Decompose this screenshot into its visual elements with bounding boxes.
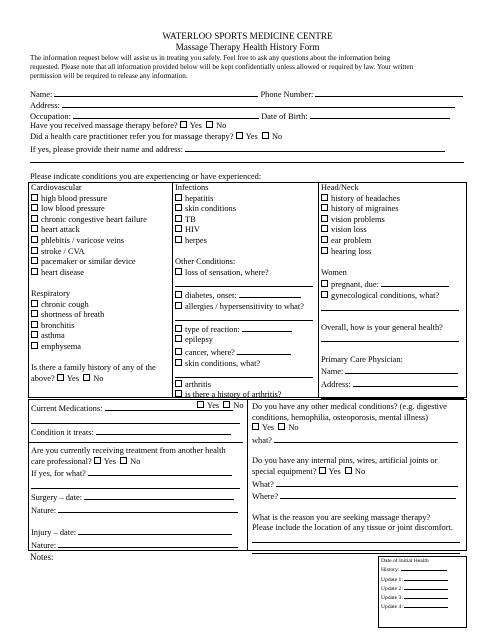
if-yes-field-line-2[interactable] xyxy=(31,480,240,489)
family-history-question-end: above? xyxy=(31,373,55,383)
checkbox[interactable] xyxy=(31,194,38,201)
surgery-date-field[interactable] xyxy=(84,491,234,500)
other-item[interactable] xyxy=(175,323,313,336)
pcp-address-field-line-2[interactable] xyxy=(321,390,464,399)
checkbox[interactable] xyxy=(31,321,38,328)
pcp-address-row xyxy=(321,378,464,391)
org-name: WATERLOO SPORTS MEDICINE CENTRE xyxy=(162,31,333,41)
head-item[interactable] xyxy=(321,236,464,247)
where-label: Where? xyxy=(252,492,279,502)
head-item[interactable] xyxy=(321,194,464,205)
if-yes-row xyxy=(31,467,243,480)
cardio-item[interactable] xyxy=(31,257,156,268)
checkbox[interactable] xyxy=(175,380,182,387)
item-label: stroke / CVA xyxy=(41,246,85,256)
nature-label: Nature: xyxy=(31,505,57,515)
dob-field[interactable] xyxy=(310,110,450,119)
item-label: vision loss xyxy=(331,225,367,235)
update-1-field[interactable] xyxy=(404,575,448,581)
item-label: gynecological conditions, what? xyxy=(331,290,440,300)
checkbox[interactable] xyxy=(31,247,38,254)
item-label: pregnant, due: xyxy=(331,280,379,290)
condition-treats-row xyxy=(31,426,243,439)
item-label: low blood pressure xyxy=(41,204,105,214)
checkbox[interactable] xyxy=(321,204,328,211)
checkbox[interactable] xyxy=(31,268,38,275)
pins-what-field[interactable] xyxy=(276,478,458,487)
checkbox[interactable] xyxy=(175,204,182,211)
cancer-field[interactable] xyxy=(237,346,291,355)
update-label: Update 3: xyxy=(381,595,403,602)
update-row xyxy=(381,602,448,611)
sensation-field[interactable] xyxy=(175,278,313,287)
injury-label: Injury – date: xyxy=(31,528,77,538)
infection-item[interactable] xyxy=(175,225,313,236)
other-item[interactable] xyxy=(175,359,313,370)
resp-item[interactable] xyxy=(31,300,156,311)
item-label: is there a history of arthritis? xyxy=(185,390,282,400)
history-title: Date of Initial Health xyxy=(381,558,429,564)
head-item[interactable] xyxy=(321,247,464,258)
item-label: heart attack xyxy=(41,225,80,235)
if-yes-label: If yes, for what? xyxy=(31,469,86,479)
what-label: What? xyxy=(252,479,274,489)
dob-label: Date of Birth: xyxy=(261,112,308,121)
checkbox[interactable] xyxy=(31,225,38,232)
history-date-field[interactable] xyxy=(401,565,447,571)
checkbox[interactable] xyxy=(321,215,328,222)
item-label: TB xyxy=(185,214,196,224)
yes-label: Yes xyxy=(66,373,79,383)
checkbox[interactable] xyxy=(31,215,38,222)
checkbox[interactable] xyxy=(175,359,182,366)
women-item[interactable] xyxy=(321,278,464,291)
provider-field-line-2[interactable] xyxy=(30,162,464,163)
checkbox[interactable] xyxy=(321,291,328,298)
other-item[interactable] xyxy=(175,335,313,346)
column-divider xyxy=(172,182,173,398)
item-label: epilepsy xyxy=(185,335,213,345)
referral-no-checkbox[interactable] xyxy=(262,132,269,139)
other-medical-question: Do you have any other medical conditions? (e.g. digestive xyxy=(252,402,447,411)
receiving-treatment-question-end: care professional? xyxy=(31,456,92,466)
resp-item[interactable] xyxy=(31,331,156,342)
infections-title: Infections xyxy=(175,183,209,192)
checkbox[interactable] xyxy=(31,300,38,307)
item-label: cancer, where? xyxy=(185,347,235,357)
checkbox[interactable] xyxy=(175,302,182,309)
update-3-field[interactable] xyxy=(404,593,448,599)
injury-nature-field[interactable] xyxy=(58,539,238,548)
intro-line-1: The information request below will assist us in treating you safely. Feel free to ask any questions about the information being xyxy=(30,54,391,62)
gyn-field[interactable] xyxy=(321,302,459,311)
reason-question: What is the reason you are seeking massage therapy? xyxy=(252,512,431,522)
occupation-label: Occupation: xyxy=(30,112,71,121)
item-label: skin conditions xyxy=(185,204,236,214)
allergies-field[interactable] xyxy=(175,312,313,321)
medications-section xyxy=(31,402,243,551)
checkbox[interactable] xyxy=(31,204,38,211)
head-item[interactable] xyxy=(321,204,464,215)
checkbox[interactable] xyxy=(175,291,182,298)
general-health-question: Overall, how is your general health? xyxy=(321,322,443,332)
checkbox[interactable] xyxy=(31,310,38,317)
yes-label: Yes xyxy=(207,400,220,410)
pins-row xyxy=(252,467,460,478)
other-item[interactable] xyxy=(175,268,313,279)
diabetes-onset-field[interactable] xyxy=(239,289,301,298)
yes-label: Yes xyxy=(189,121,202,130)
referral-question: Did a health care practitioner refer you for massage therapy? xyxy=(30,132,234,141)
update-label: Update 4: xyxy=(381,604,403,611)
yes-label: Yes xyxy=(103,456,116,466)
prev-massage-question: Have you received massage therapy before? xyxy=(30,121,178,130)
update-2-field[interactable] xyxy=(404,584,448,590)
provider-question: If yes, please provide their name and address: xyxy=(30,145,184,154)
pcp-name-field[interactable] xyxy=(345,365,458,374)
pcp-name-label: Name: xyxy=(321,367,344,377)
surgery-label: Surgery – date: xyxy=(31,492,83,502)
infection-item[interactable] xyxy=(175,236,313,247)
medications-row xyxy=(31,402,243,415)
checkbox[interactable] xyxy=(31,236,38,243)
checkbox[interactable] xyxy=(175,325,182,332)
skin-conditions-field[interactable] xyxy=(175,369,313,378)
update-row xyxy=(381,584,448,593)
checkbox[interactable] xyxy=(175,268,182,275)
item-label: emphysema xyxy=(41,341,82,351)
item-label: asthma xyxy=(41,331,65,341)
checkbox[interactable] xyxy=(175,215,182,222)
cardio-title: Cardiovascular xyxy=(31,183,82,192)
women-item[interactable] xyxy=(321,291,464,302)
condition-treats-field[interactable] xyxy=(96,426,231,435)
item-label: arthritis xyxy=(185,379,212,389)
phone-label: Phone Number: xyxy=(260,90,314,99)
cardio-item[interactable] xyxy=(31,194,156,205)
family-history-no-checkbox[interactable] xyxy=(83,374,90,381)
item-label: history of headaches xyxy=(331,193,400,203)
receiving-no-checkbox[interactable] xyxy=(120,457,127,464)
checkbox[interactable] xyxy=(175,348,182,355)
cardio-item[interactable] xyxy=(31,236,156,247)
due-date-field[interactable] xyxy=(381,278,449,287)
name-label: Name: xyxy=(30,90,53,99)
cardio-item[interactable] xyxy=(31,215,156,226)
update-history-list xyxy=(381,558,448,612)
column-head-neck xyxy=(321,183,464,401)
yes-label: Yes xyxy=(245,132,258,141)
what-label: what? xyxy=(252,435,272,445)
family-history-row xyxy=(31,374,156,385)
infection-item[interactable] xyxy=(175,204,313,215)
checkbox[interactable] xyxy=(175,335,182,342)
pcp-address-field[interactable] xyxy=(353,378,458,387)
other-medical-no-checkbox[interactable] xyxy=(278,423,285,430)
intro-line-3: permission will be required to release any information. xyxy=(30,72,188,80)
resp-item[interactable] xyxy=(31,321,156,332)
update-label: Update 2: xyxy=(381,585,403,592)
medications-label: Current Medications: xyxy=(31,404,103,413)
checkbox[interactable] xyxy=(321,280,328,287)
cardio-item[interactable] xyxy=(31,247,156,258)
no-label: No xyxy=(271,132,283,141)
form-title: Massage Therapy Health History Form xyxy=(175,42,320,52)
cardio-item[interactable] xyxy=(31,225,156,236)
intro-line-2: requested. Please note that all information provided below will be kept confidentially unless allowed or required by law. Your written xyxy=(30,63,414,71)
no-label: No xyxy=(354,466,366,476)
pins-question: Do you have any internal pins, wires, artificial joints or xyxy=(252,456,438,466)
prev-massage-row xyxy=(30,121,226,132)
item-label: vision problems xyxy=(331,214,385,224)
item-label: chronic congestive heart failure xyxy=(41,214,147,224)
resp-title: Respiratory xyxy=(31,288,71,298)
other-medical-what-field[interactable] xyxy=(274,434,458,443)
item-label: ear problem xyxy=(331,235,372,245)
checkbox[interactable] xyxy=(321,194,328,201)
name-field[interactable] xyxy=(54,88,258,97)
checkbox[interactable] xyxy=(321,236,328,243)
other-medical-question-end: conditions, hemophilia, osteoporosis, mental illness) xyxy=(252,412,429,422)
other-item[interactable] xyxy=(175,346,313,359)
update-4-field[interactable] xyxy=(404,602,448,608)
family-history-question: Is there a family history of any of the xyxy=(31,363,156,373)
address-label: Address: xyxy=(30,101,60,110)
column-cardio xyxy=(31,183,156,384)
pcp-address-label: Address: xyxy=(321,379,351,389)
column-divider xyxy=(318,182,319,398)
infection-item[interactable] xyxy=(175,194,313,205)
other-medical-what-row xyxy=(252,434,460,447)
phone-field[interactable] xyxy=(315,88,463,97)
women-title: Women xyxy=(321,267,347,277)
reason-field[interactable] xyxy=(252,534,460,543)
checkbox[interactable] xyxy=(31,257,38,264)
no-label: No xyxy=(216,121,227,130)
checkbox[interactable] xyxy=(175,194,182,201)
notes-area[interactable] xyxy=(31,563,361,623)
occupation-field[interactable] xyxy=(73,110,259,119)
item-label: hearing loss xyxy=(331,246,372,256)
pins-where-field[interactable] xyxy=(280,490,456,499)
surgery-row xyxy=(31,491,243,504)
no-label: No xyxy=(93,373,104,383)
column-divider xyxy=(247,399,248,551)
item-label: bronchitis xyxy=(41,320,75,330)
no-label: No xyxy=(233,400,244,410)
pcp-title: Primary Care Physician: xyxy=(321,354,403,364)
family-history-yes-checkbox[interactable] xyxy=(57,374,64,381)
conditions-intro: Please indicate conditions you are experiencing or have experienced: xyxy=(30,172,262,181)
head-neck-title: Head/Neck xyxy=(321,183,359,192)
provider-field[interactable] xyxy=(185,143,445,152)
update-row xyxy=(381,575,448,584)
item-label: skin conditions, what? xyxy=(185,358,261,368)
pins-no-checkbox[interactable] xyxy=(345,467,352,474)
update-label: Update 1: xyxy=(381,576,403,583)
item-label: diabetes, onset: xyxy=(185,290,237,300)
surgery-nature-field[interactable] xyxy=(58,504,238,513)
item-label: type of reaction: xyxy=(185,324,240,334)
reason-question-detail: Please include the location of any tissue or joint discomfort. xyxy=(252,523,453,533)
column-infections xyxy=(175,183,313,411)
cardio-item[interactable] xyxy=(31,268,156,279)
address-field[interactable] xyxy=(62,99,455,108)
provider-row xyxy=(30,143,445,156)
pins-where-row xyxy=(252,490,460,503)
history-label: History: xyxy=(381,567,400,574)
yes-label: Yes xyxy=(328,466,341,476)
head-item[interactable] xyxy=(321,225,464,236)
pins-yes-checkbox[interactable] xyxy=(319,467,326,474)
history-row xyxy=(381,565,448,574)
condition-treats-label: Condition it treats: xyxy=(31,427,94,437)
injury-nature-row xyxy=(31,539,243,552)
no-label: No xyxy=(288,423,299,433)
checkbox[interactable] xyxy=(31,342,38,349)
nature-label: Nature: xyxy=(31,540,57,550)
other-item[interactable] xyxy=(175,289,313,302)
item-label: history of migraines xyxy=(331,204,399,214)
injury-date-field[interactable] xyxy=(78,526,232,535)
reason-field-line-2[interactable] xyxy=(252,545,460,554)
general-health-field[interactable] xyxy=(321,333,459,342)
no-label: No xyxy=(130,456,141,466)
medications-field[interactable] xyxy=(105,402,233,411)
other-medical-options xyxy=(252,423,460,434)
other-medical-yes-checkbox[interactable] xyxy=(252,423,259,430)
infection-item[interactable] xyxy=(175,215,313,226)
other-conditions-title: Other Conditions: xyxy=(175,257,236,267)
pins-what-row xyxy=(252,478,460,491)
prev-massage-no-checkbox[interactable] xyxy=(206,121,213,128)
notes-label: Notes: xyxy=(30,552,54,562)
prev-massage-yes-checkbox[interactable] xyxy=(180,121,187,128)
checkbox[interactable] xyxy=(321,225,328,232)
receiving-treatment-question: Are you currently receiving treatment from another health xyxy=(31,446,226,456)
referral-row xyxy=(30,132,282,143)
other-item[interactable] xyxy=(175,302,313,313)
yes-label: Yes xyxy=(262,423,275,433)
item-label: hepatitis xyxy=(185,193,214,203)
update-row xyxy=(381,593,448,602)
pins-question-end: special equipment? xyxy=(252,466,317,476)
checkbox[interactable] xyxy=(321,247,328,254)
item-label: heart disease xyxy=(41,267,85,277)
referral-yes-checkbox[interactable] xyxy=(236,132,243,139)
medications-field-line-2[interactable] xyxy=(31,415,240,424)
item-label: phlebitis / varicose veins xyxy=(41,235,125,245)
other-item[interactable] xyxy=(175,380,313,391)
resp-item[interactable] xyxy=(31,342,156,353)
receiving-yes-checkbox[interactable] xyxy=(94,457,101,464)
item-label: pacemaker or similar device xyxy=(41,257,136,267)
resp-item[interactable] xyxy=(31,310,156,321)
item-label: high blood pressure xyxy=(41,193,108,203)
if-yes-field[interactable] xyxy=(88,467,232,476)
item-label: shortness of breath xyxy=(41,310,105,320)
pcp-name-row xyxy=(321,365,464,378)
item-label: loss of sensation, where? xyxy=(185,267,269,277)
item-label: chronic cough xyxy=(41,299,89,309)
checkbox[interactable] xyxy=(31,331,38,338)
receiving-treatment-row xyxy=(31,457,243,468)
reaction-field[interactable] xyxy=(242,323,292,332)
cardio-item[interactable] xyxy=(31,204,156,215)
item-label: herpes xyxy=(185,235,207,245)
item-label: allergies / hypersensitivity to what? xyxy=(185,301,304,311)
other-medical-section xyxy=(252,402,460,556)
surgery-nature-row xyxy=(31,504,243,517)
head-item[interactable] xyxy=(321,215,464,226)
checkbox[interactable] xyxy=(175,390,182,397)
item-label: HIV xyxy=(185,225,200,235)
checkbox[interactable] xyxy=(175,225,182,232)
checkbox[interactable] xyxy=(175,236,182,243)
injury-row xyxy=(31,526,243,539)
